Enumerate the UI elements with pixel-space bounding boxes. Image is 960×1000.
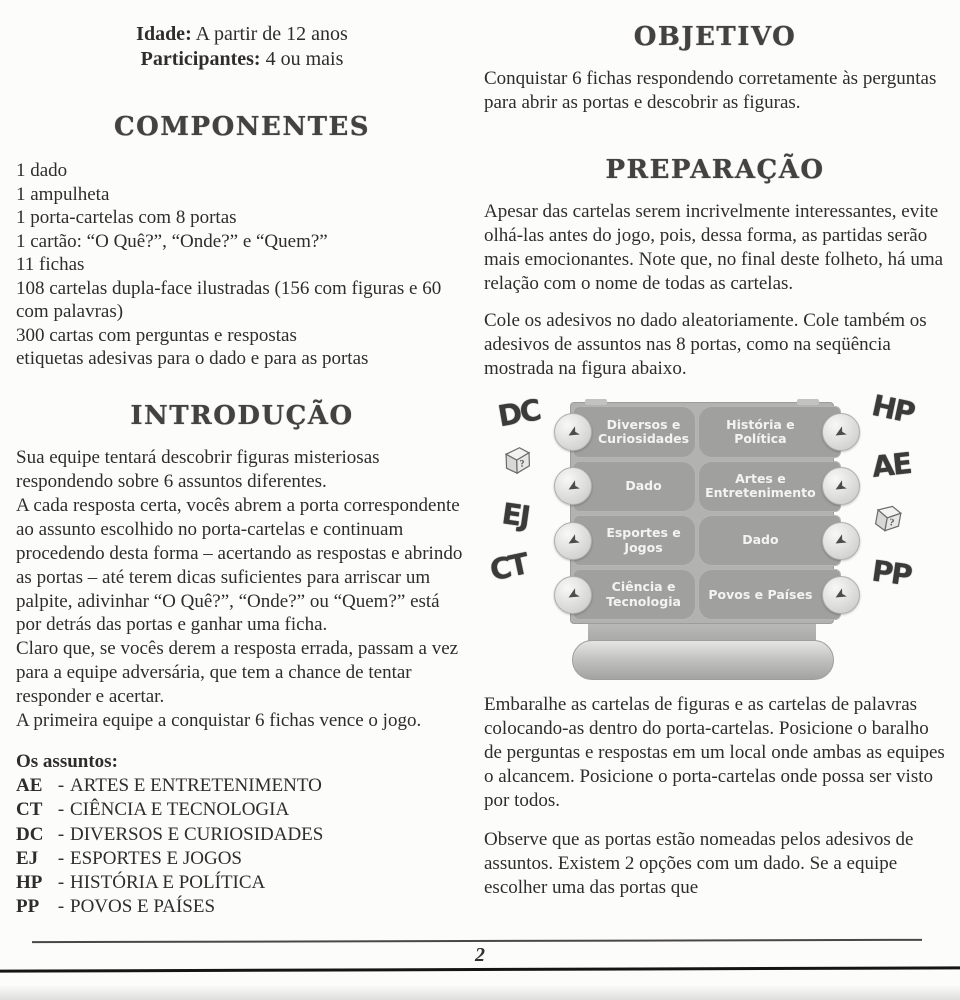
preparacao-paragraph: Cole os adesivos no dado aleatoriamente. Cole também os adesivos de assuntos nas 8 portas, como na seqüência mostrada na figura abaixo. <box>484 309 927 379</box>
door-dado-right <box>698 515 851 566</box>
age-value: A partir de 12 anos <box>195 23 348 45</box>
subject-separator: - <box>57 871 65 893</box>
knob-icon <box>822 467 860 505</box>
subject-code: DC <box>16 823 44 845</box>
subject-row <box>16 774 468 798</box>
knob-arrow-icon: ➤ <box>831 475 851 498</box>
door-label: Artes e Entretenimento <box>705 470 816 501</box>
door-label: Dado <box>742 532 779 548</box>
subject-row <box>16 895 468 919</box>
game-meta <box>16 22 468 72</box>
subject-name: ESPORTES E JOGOS <box>70 847 243 869</box>
component-item: 11 fichas <box>16 254 85 276</box>
door-historia-politica <box>698 406 851 457</box>
subject-separator: - <box>57 823 65 845</box>
preparacao-paragraph: Apesar das cartelas serem incrivelmente interessantes, evite olhá-las antes do jogo, pois, dessa forma, as partidas serão mais emocionantes. Note que, no final deste folheto, há uma relação com o nome de todas as cartelas. <box>484 200 944 294</box>
knob-arrow-icon: ➤ <box>563 584 584 607</box>
page-number: 2 <box>475 944 485 966</box>
subject-name: DIVERSOS E CURIOSIDADES <box>70 823 324 845</box>
subject-row <box>16 798 468 822</box>
knob-arrow-icon: ➤ <box>831 530 851 552</box>
subject-code: AE <box>16 775 43 797</box>
hinge <box>797 399 819 405</box>
knob-arrow-icon: ➤ <box>831 421 851 444</box>
knob-arrow-icon: ➤ <box>563 530 584 552</box>
setup-paragraph: Embaralhe as cartelas de figuras e as cartelas de palavras colocando-as dentro do porta-cartelas. Posicione o baralho de perguntas e respostas em um local onde ambas as equipes o alcancem. Posicione o porta-cartelas onde possa ser visto por todos. <box>484 694 945 812</box>
knob-icon <box>554 522 592 560</box>
intro-paragraph: Claro que, se vocês derem a resposta errada, passam a vez para a equipe adversária, que tem a chance de tentar responder e acertar. <box>16 638 459 708</box>
door-povos-paises <box>698 569 851 620</box>
subject-code: HP <box>16 871 43 893</box>
subject-row <box>16 847 468 871</box>
tag-hp-label: HP <box>868 388 917 431</box>
door-diversos-curiosidades <box>563 406 696 457</box>
porta-cartelas-figure <box>484 388 946 680</box>
knob-icon <box>822 522 860 560</box>
hinge <box>585 399 607 405</box>
component-item: 1 porta-cartelas com 8 portas <box>16 207 237 229</box>
subject-name: HISTÓRIA E POLÍTICA <box>70 871 266 893</box>
door-label: Dado <box>625 478 662 494</box>
die-icon <box>868 499 908 544</box>
objetivo-paragraph: Conquistar 6 fichas respondendo corretamente às perguntas para abrir as portas e descobrir as figuras. <box>484 68 937 113</box>
participants-line <box>16 47 468 72</box>
door-label: Povos e Países <box>708 586 813 602</box>
door-label: Esportes e Jogos <box>606 525 681 555</box>
tag-pp-label: PP <box>869 553 913 593</box>
subject-separator: - <box>57 775 65 797</box>
age-line <box>16 22 468 47</box>
knob-icon <box>822 576 860 614</box>
componentes-list <box>16 159 468 371</box>
subject-separator: - <box>57 895 65 917</box>
componentes-heading: COMPONENTES <box>113 112 371 142</box>
tag-dc-label: DC <box>495 393 542 434</box>
subjects-list <box>16 750 468 919</box>
right-column <box>484 22 946 900</box>
intro-paragraph: A primeira equipe a conquistar 6 fichas vence o jogo. <box>16 710 422 732</box>
knob-icon <box>554 576 592 614</box>
svg-text:?: ? <box>519 458 526 471</box>
knob-icon <box>822 413 860 451</box>
scan-edge <box>0 985 960 1000</box>
participants-label: Participantes: <box>140 48 261 70</box>
left-column <box>16 22 468 919</box>
introducao-heading: INTRODUÇÃO <box>130 400 354 431</box>
knob-arrow-icon: ➤ <box>563 421 584 444</box>
intro-paragraph: A cada resposta certa, vocês abrem a porta correspondente ao assunto escolhido no porta-cartelas e continuam procedendo desta forma – acertando as respostas e abrindo as portas – até terem dicas suficientes para arriscar um palpite, adivinhar “O Quê?”, “Onde?” ou “Quem?” está por detrás das portas e ganhar uma ficha. <box>16 494 463 636</box>
knob-arrow-icon: ➤ <box>563 475 584 498</box>
door-dado-left <box>563 461 696 512</box>
subject-name: ARTES E ENTRETENIMENTO <box>70 775 322 797</box>
subject-separator: - <box>57 847 65 869</box>
door-label: História e Política <box>726 416 795 447</box>
subject-row <box>16 823 468 847</box>
cabinet <box>563 402 851 624</box>
subject-name: POVOS E PAÍSES <box>70 895 216 917</box>
tag-ej-label: EJ <box>499 496 531 535</box>
component-item: 1 ampulheta <box>16 183 110 205</box>
subject-separator: - <box>57 799 65 821</box>
door-esportes-jogos <box>563 515 696 566</box>
door-artes-entretenimento <box>698 461 851 512</box>
knob-icon <box>554 413 592 451</box>
knob-arrow-icon: ➤ <box>831 584 851 607</box>
footer-rule <box>32 939 922 943</box>
subject-code: EJ <box>16 847 39 869</box>
tag-ct-label: CT <box>486 546 531 588</box>
component-item: 1 cartão: “O Quê?”, “Onde?” e “Quem?” <box>16 230 328 252</box>
age-label: Idade: <box>136 23 192 45</box>
subjects-title: Os assuntos: <box>16 751 118 773</box>
knob-icon <box>554 467 592 505</box>
die-icon <box>498 441 538 486</box>
component-item: 108 cartelas dupla-face ilustradas (156 com figuras e 60 com palavras) <box>16 277 442 323</box>
tag-ae-label: AE <box>870 446 912 485</box>
subject-name: CIÊNCIA E TECNOLOGIA <box>70 799 290 821</box>
setup-paragraph: Observe que as portas estão nomeadas pelos adesivos de assuntos. Existem 2 opções com um dado. Se a equipe escolher uma das portas que <box>484 829 914 898</box>
page-fold-line <box>0 966 960 972</box>
svg-text:?: ? <box>888 517 895 530</box>
component-item: 1 dado <box>16 160 68 181</box>
door-label: Diversos e Curiosidades <box>598 416 690 447</box>
subject-code: PP <box>16 895 40 917</box>
component-item: etiquetas adesivas para o dado e para as portas <box>16 348 369 370</box>
objetivo-heading: OBJETIVO <box>633 22 797 52</box>
intro-paragraph: Sua equipe tentará descobrir figuras misteriosas respondendo sobre 6 assuntos diferentes. <box>16 446 380 492</box>
door-ciencia-tecnologia <box>563 569 696 620</box>
door-label: Ciência e Tecnologia <box>606 579 681 609</box>
component-item: 300 cartas com perguntas e respostas <box>16 324 297 346</box>
subject-row <box>16 871 468 895</box>
cabinet-base <box>572 640 834 680</box>
subject-code: CT <box>16 799 43 821</box>
preparacao-heading: PREPARAÇÃO <box>605 154 825 185</box>
participants-value: 4 ou mais <box>265 48 344 70</box>
